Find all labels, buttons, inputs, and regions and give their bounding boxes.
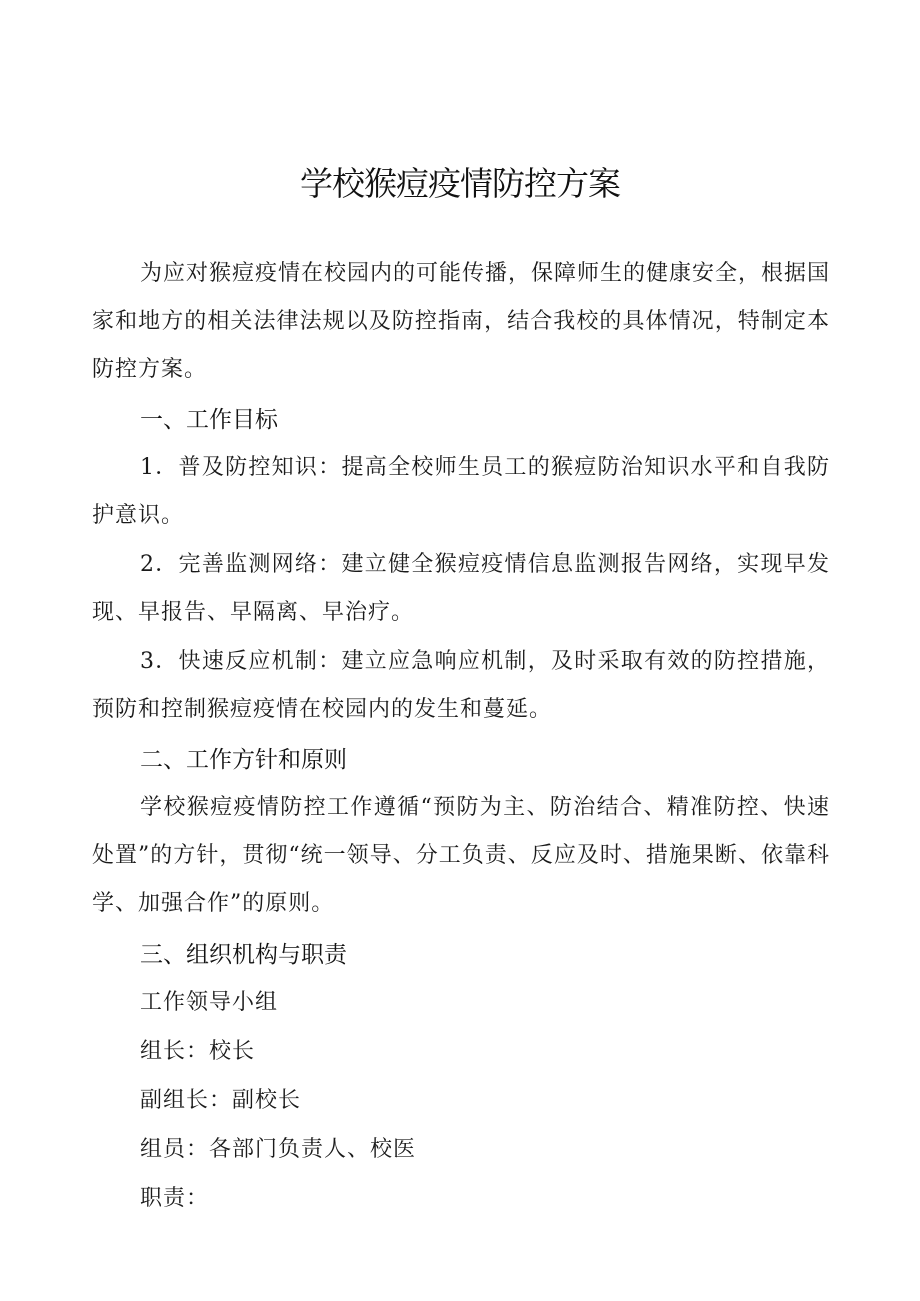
intro-paragraph: 为应对猴痘疫情在校园内的可能传播，保障师生的健康安全，根据国家和地方的相关法律法规以及防控指南，结合我校的具体情况，特制定本防控方案。	[92, 261, 831, 382]
principles-paragraph: 学校猴痘疫情防控工作遵循“预防为主、防治结合、精准防控、快速处置”的方针，贯彻“统一领导、分工负责、反应及时、措施果断、依靠科学、加强合作”的原则。	[92, 795, 830, 916]
document-title: 学校猴痘疫情防控方案	[300, 164, 620, 203]
org-line-deputy: 副组长：副校长	[140, 1088, 302, 1113]
org-line-duties: 职责：	[140, 1186, 210, 1211]
section-heading-goals: 一、工作目标	[140, 407, 278, 433]
goal-item-1: 1．普及防控知识：提高全校师生员工的猴痘防治知识水平和自我防护意识。	[92, 455, 830, 528]
org-line-group: 工作领导小组	[140, 990, 279, 1015]
org-line-members: 组员：各部门负责人、校医	[140, 1137, 417, 1162]
org-line-leader: 组长：校长	[140, 1039, 256, 1064]
section-heading-organization: 三、组织机构与职责	[140, 942, 347, 968]
goal-item-3: 3．快速反应机制：建立应急响应机制，及时采取有效的防控措施，预防和控制猴痘疫情在校园内的发生和蔓延。	[92, 649, 830, 722]
section-heading-principles: 二、工作方针和原则	[140, 747, 347, 773]
goal-item-2: 2．完善监测网络：建立健全猴痘疫情信息监测报告网络，实现早发现、早报告、早隔离、早治疗。	[92, 552, 830, 625]
